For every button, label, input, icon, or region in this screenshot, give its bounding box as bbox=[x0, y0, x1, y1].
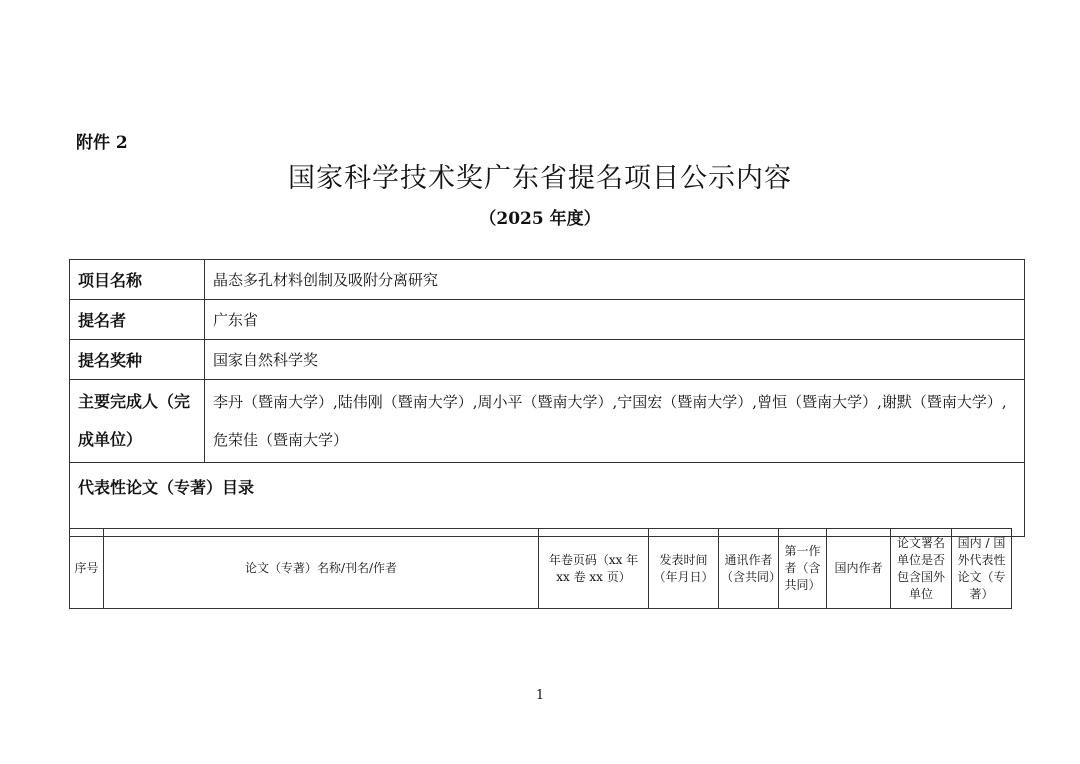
page-number: 1 bbox=[535, 688, 545, 703]
col-header-first-author: 第一作者（含共同） bbox=[779, 529, 827, 609]
project-name-row bbox=[70, 260, 1025, 300]
attachment-label: 附件 2 bbox=[76, 133, 128, 153]
col-header-corresponding-author: 通讯作者（含共同） bbox=[719, 529, 779, 609]
papers-section-heading: 代表性论文（专著）目录 bbox=[70, 463, 1025, 537]
award-type-label: 提名奖种 bbox=[70, 340, 205, 380]
document-year: （2025 年度） bbox=[479, 209, 601, 229]
main-contributors-row bbox=[70, 380, 1025, 463]
project-name-value: 晶态多孔材料创制及吸附分离研究 bbox=[205, 260, 1025, 300]
papers-table bbox=[69, 528, 1012, 609]
papers-heading-row bbox=[70, 463, 1025, 537]
nominator-value: 广东省 bbox=[205, 300, 1025, 340]
col-header-domestic-authors: 国内作者 bbox=[827, 529, 891, 609]
project-name-label: 项目名称 bbox=[70, 260, 205, 300]
col-header-foreign-affiliation: 论文署名单位是否包含国外单位 bbox=[891, 529, 952, 609]
main-contributors-label: 主要完成人（完成单位） bbox=[70, 380, 205, 463]
award-type-row bbox=[70, 340, 1025, 380]
col-header-index: 序号 bbox=[70, 529, 104, 609]
col-header-representative-paper: 国内 / 国外代表性论文（专著） bbox=[952, 529, 1012, 609]
main-contributors-value: 李丹（暨南大学）,陆伟刚（暨南大学）,周小平（暨南大学）,宁国宏（暨南大学）,曾恒（暨南大学）,谢默（暨南大学）,危荣佳（暨南大学） bbox=[205, 380, 1025, 463]
award-type-value: 国家自然科学奖 bbox=[205, 340, 1025, 380]
col-header-volume-pages: 年卷页码（xx 年 xx 卷 xx 页） bbox=[539, 529, 649, 609]
project-info-table bbox=[69, 259, 1025, 537]
col-header-publish-date: 发表时间（年月日） bbox=[649, 529, 719, 609]
nominator-label: 提名者 bbox=[70, 300, 205, 340]
col-header-title: 论文（专著）名称/刊名/作者 bbox=[104, 529, 539, 609]
document-title: 国家科学技术奖广东省提名项目公示内容 bbox=[288, 163, 792, 194]
nominator-row bbox=[70, 300, 1025, 340]
papers-header-row bbox=[70, 529, 1012, 609]
